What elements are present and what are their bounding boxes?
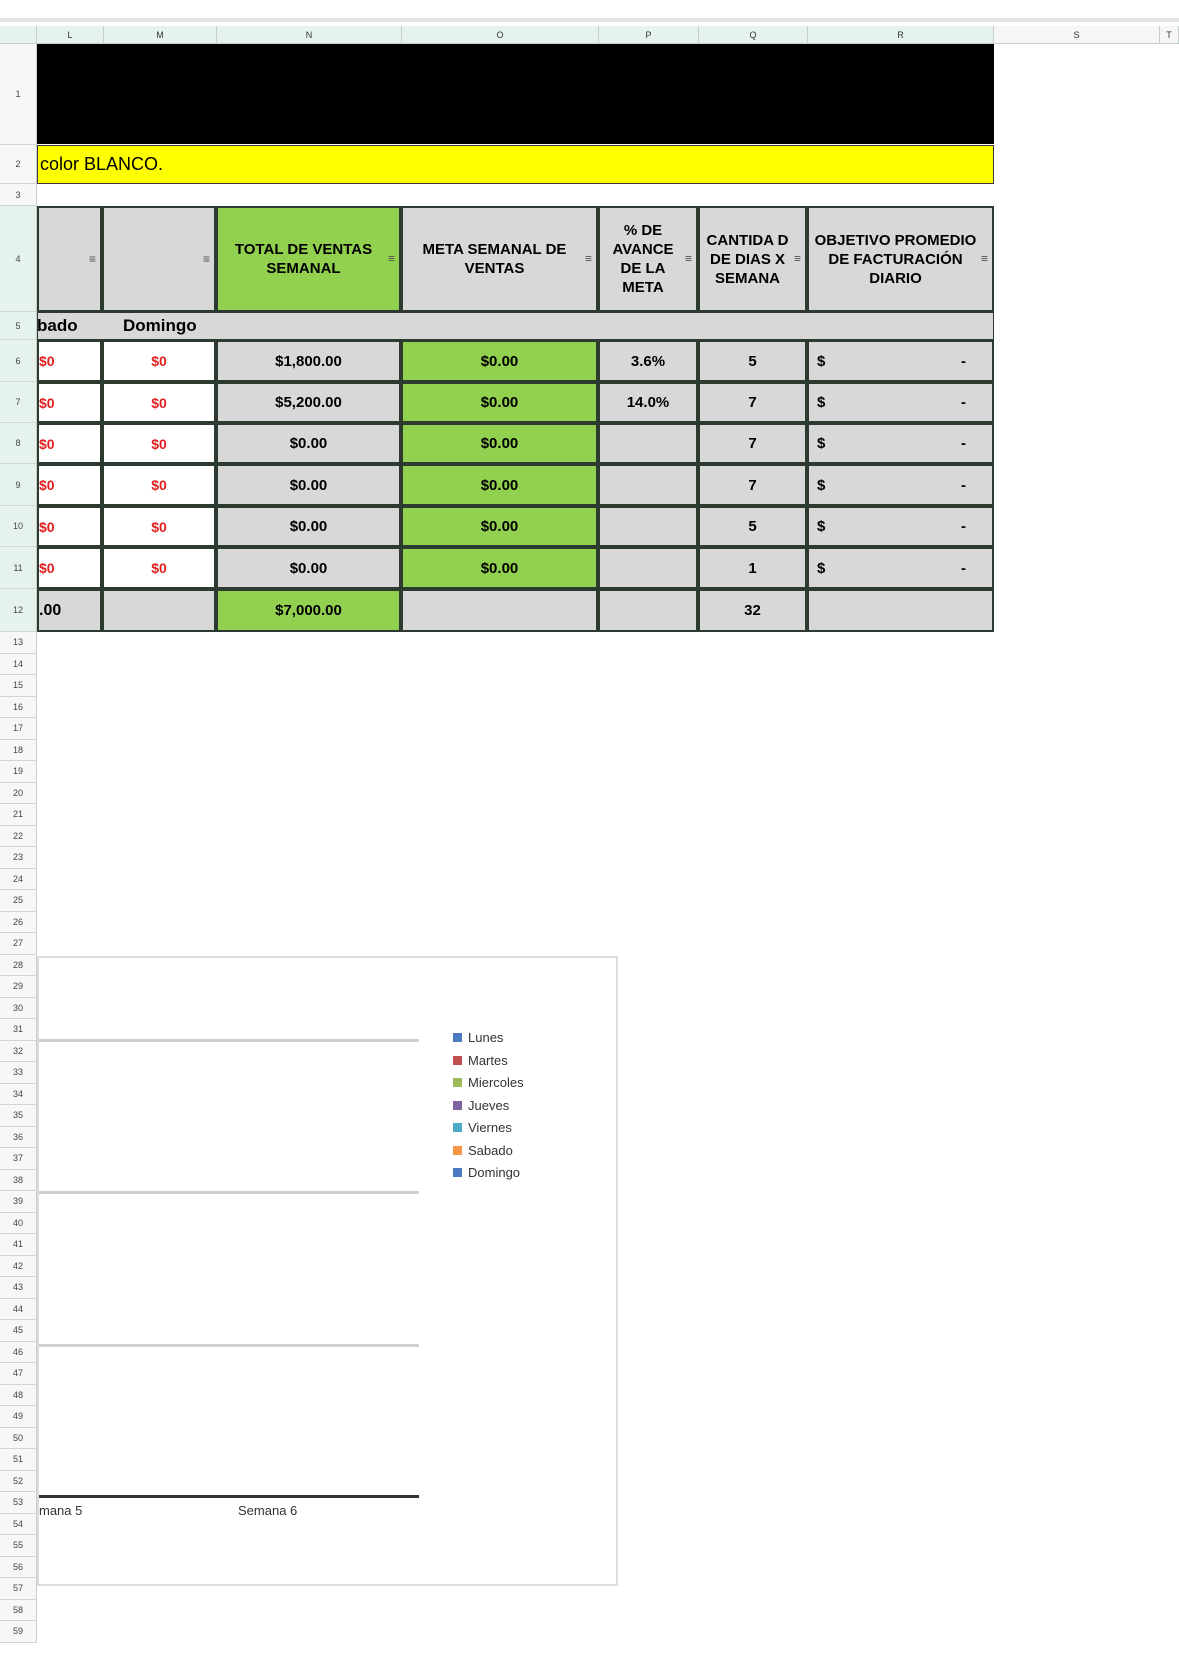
legend-label: Martes bbox=[468, 1053, 508, 1068]
row-header[interactable]: 49 bbox=[0, 1406, 37, 1428]
row-header[interactable]: 28 bbox=[0, 955, 37, 977]
filter-icon[interactable] bbox=[388, 250, 395, 269]
row-header[interactable]: 7 bbox=[0, 382, 37, 423]
row-header[interactable]: 42 bbox=[0, 1256, 37, 1278]
cell-meta-semanal[interactable]: $0.00 bbox=[401, 464, 598, 506]
row-header[interactable]: 11 bbox=[0, 547, 37, 589]
filter-icon[interactable] bbox=[685, 250, 692, 269]
cell-cantidad-dias[interactable]: 7 bbox=[698, 382, 807, 423]
cell-meta-semanal[interactable]: $0.00 bbox=[401, 506, 598, 547]
row-header[interactable]: 16 bbox=[0, 697, 37, 719]
column-header-o[interactable]: O bbox=[402, 26, 599, 44]
row-header[interactable]: 46 bbox=[0, 1342, 37, 1364]
row-header[interactable]: 36 bbox=[0, 1127, 37, 1149]
cell-domingo[interactable]: $0 bbox=[102, 547, 216, 589]
total-objetivo-cell[interactable] bbox=[807, 589, 994, 632]
currency-symbol: $ bbox=[817, 394, 826, 411]
total-ventas-sum[interactable]: $7,000.00 bbox=[216, 589, 401, 632]
column-header-t[interactable]: T bbox=[1160, 26, 1179, 44]
cell-total-ventas[interactable]: $0.00 bbox=[216, 464, 401, 506]
row-header[interactable]: 43 bbox=[0, 1277, 37, 1299]
cell-cantidad-dias[interactable]: 7 bbox=[698, 464, 807, 506]
top-gap bbox=[0, 0, 1179, 22]
banner-text: color BLANCO. bbox=[40, 154, 164, 174]
cell-objetivo[interactable] bbox=[807, 506, 994, 547]
legend-item[interactable] bbox=[453, 1098, 509, 1113]
row-header[interactable]: 15 bbox=[0, 675, 37, 697]
header-pct-avance[interactable] bbox=[598, 206, 698, 312]
currency-symbol: $ bbox=[817, 352, 826, 370]
row-header[interactable]: 22 bbox=[0, 826, 37, 848]
row-header[interactable]: 31 bbox=[0, 1019, 37, 1041]
cell-sabado[interactable]: $0 bbox=[37, 547, 102, 589]
cell-cantidad-dias[interactable]: 7 bbox=[698, 423, 807, 464]
legend-swatch-icon bbox=[453, 1101, 462, 1110]
cell-sabado[interactable]: $0 bbox=[37, 423, 102, 464]
objetivo-value: - bbox=[961, 352, 966, 370]
cell-cantidad-dias[interactable]: 1 bbox=[698, 547, 807, 589]
row-header[interactable]: 2 bbox=[0, 145, 37, 184]
cell-domingo[interactable]: $0 bbox=[102, 340, 216, 382]
column-header-p[interactable]: P bbox=[599, 26, 699, 44]
legend-label: Jueves bbox=[468, 1098, 510, 1113]
x-axis-label: Semana 6 bbox=[238, 1503, 298, 1518]
row-header[interactable]: 45 bbox=[0, 1320, 37, 1342]
cell-meta-semanal[interactable]: $0.00 bbox=[401, 423, 598, 464]
legend-item[interactable] bbox=[453, 1143, 513, 1158]
cell-domingo[interactable]: $0 bbox=[102, 464, 216, 506]
cell-sabado[interactable]: $0 bbox=[37, 464, 102, 506]
row-header[interactable]: 21 bbox=[0, 804, 37, 826]
header-cell-m[interactable] bbox=[102, 206, 216, 312]
cell-total-ventas[interactable]: $5,200.00 bbox=[216, 382, 401, 423]
objetivo-value: - bbox=[961, 559, 966, 577]
cell-objetivo[interactable] bbox=[807, 464, 994, 506]
row-header[interactable]: 29 bbox=[0, 976, 37, 998]
header-total-ventas[interactable] bbox=[216, 206, 401, 312]
cell-cantidad-dias[interactable]: 5 bbox=[698, 506, 807, 547]
cell-total-ventas[interactable]: $1,800.00 bbox=[216, 340, 401, 382]
legend-swatch-icon bbox=[453, 1056, 462, 1065]
filter-icon[interactable] bbox=[981, 250, 988, 269]
row-header[interactable]: 58 bbox=[0, 1600, 37, 1622]
row-header[interactable]: 57 bbox=[0, 1578, 37, 1600]
cell-pct-avance[interactable]: 14.0% bbox=[598, 382, 698, 423]
chart-gridline bbox=[39, 1039, 419, 1042]
total-dias-sum[interactable]: 32 bbox=[698, 589, 807, 632]
row-header[interactable]: 9 bbox=[0, 464, 37, 506]
cell-objetivo[interactable] bbox=[807, 382, 994, 423]
cell-meta-semanal[interactable]: $0.00 bbox=[401, 340, 598, 382]
row-header[interactable]: 38 bbox=[0, 1170, 37, 1192]
row-header[interactable]: 34 bbox=[0, 1084, 37, 1106]
legend-item[interactable] bbox=[453, 1030, 503, 1045]
row-header[interactable]: 54 bbox=[0, 1514, 37, 1536]
row-header[interactable]: 35 bbox=[0, 1105, 37, 1127]
row-header[interactable]: 19 bbox=[0, 761, 37, 783]
row-header[interactable]: 3 bbox=[0, 184, 37, 206]
cell-total-ventas[interactable]: $0.00 bbox=[216, 506, 401, 547]
row-header[interactable]: 26 bbox=[0, 912, 37, 934]
row-header[interactable]: 20 bbox=[0, 783, 37, 805]
row-header[interactable]: 24 bbox=[0, 869, 37, 891]
row-header[interactable]: 53 bbox=[0, 1492, 37, 1514]
header-meta-semanal[interactable] bbox=[401, 206, 598, 312]
cell-sabado[interactable]: $0 bbox=[37, 340, 102, 382]
row-header[interactable]: 18 bbox=[0, 740, 37, 762]
legend-swatch-icon bbox=[453, 1123, 462, 1132]
header-objetivo-label: OBJETIVO PROMEDIO DE FACTURACIÓN DIARIO bbox=[814, 231, 977, 287]
row-header[interactable]: 10 bbox=[0, 506, 37, 547]
cell-domingo[interactable]: $0 bbox=[102, 382, 216, 423]
row-header[interactable]: 23 bbox=[0, 847, 37, 869]
row-header[interactable]: 48 bbox=[0, 1385, 37, 1407]
legend-item[interactable] bbox=[453, 1053, 508, 1068]
row-header[interactable]: 39 bbox=[0, 1191, 37, 1213]
row-header[interactable]: 4 bbox=[0, 206, 37, 312]
row-header[interactable]: 6 bbox=[0, 340, 37, 382]
row-header[interactable]: 5 bbox=[0, 312, 37, 340]
column-header-n[interactable]: N bbox=[217, 26, 402, 44]
column-header-q[interactable]: Q bbox=[699, 26, 808, 44]
row-header[interactable]: 32 bbox=[0, 1041, 37, 1063]
legend-item[interactable] bbox=[453, 1075, 524, 1090]
row-header[interactable]: 1 bbox=[0, 44, 37, 145]
header-cantidad-dias[interactable] bbox=[698, 206, 807, 312]
column-header-m[interactable]: M bbox=[104, 26, 217, 44]
legend-label: Viernes bbox=[468, 1120, 512, 1135]
cell-total-ventas[interactable]: $0.00 bbox=[216, 423, 401, 464]
row-header[interactable]: 59 bbox=[0, 1621, 37, 1643]
row-header[interactable]: 52 bbox=[0, 1471, 37, 1493]
header-cantidad-dias-label: CANTIDA D DE DIAS X SEMANA bbox=[706, 231, 789, 287]
header-objetivo[interactable] bbox=[807, 206, 994, 312]
filter-icon[interactable] bbox=[89, 252, 96, 266]
legend-item[interactable] bbox=[453, 1165, 520, 1180]
cell-pct-avance[interactable] bbox=[598, 506, 698, 547]
header-pct-avance-label: % DE AVANCE DE LA META bbox=[612, 222, 674, 296]
cell-total-ventas[interactable]: $0.00 bbox=[216, 547, 401, 589]
row-header[interactable]: 51 bbox=[0, 1449, 37, 1471]
chart-gridline bbox=[39, 1191, 419, 1194]
row-header[interactable]: 55 bbox=[0, 1535, 37, 1557]
objetivo-value: - bbox=[961, 518, 966, 535]
cell-cantidad-dias[interactable]: 5 bbox=[698, 340, 807, 382]
embedded-chart[interactable] bbox=[37, 956, 618, 1586]
total-cell-sabado[interactable]: .00 bbox=[37, 589, 102, 632]
row-header[interactable]: 37 bbox=[0, 1148, 37, 1170]
legend-swatch-icon bbox=[453, 1078, 462, 1087]
chart-x-axis bbox=[39, 1495, 419, 1498]
row-header[interactable]: 47 bbox=[0, 1363, 37, 1385]
legend-label: Miercoles bbox=[468, 1075, 524, 1090]
legend-swatch-icon bbox=[453, 1146, 462, 1155]
total-pct-cell[interactable] bbox=[598, 589, 698, 632]
chart-gridline bbox=[39, 1344, 419, 1347]
row-header[interactable]: 17 bbox=[0, 718, 37, 740]
row-header[interactable]: 14 bbox=[0, 654, 37, 676]
cell-meta-semanal[interactable]: $0.00 bbox=[401, 382, 598, 423]
filter-icon[interactable] bbox=[794, 250, 801, 269]
yellow-note-banner bbox=[37, 145, 994, 184]
total-cell-domingo[interactable] bbox=[102, 589, 216, 632]
row-header[interactable]: 44 bbox=[0, 1299, 37, 1321]
legend-label: Domingo bbox=[468, 1165, 521, 1180]
select-all-corner[interactable] bbox=[0, 26, 37, 44]
cell-objetivo[interactable] bbox=[807, 340, 994, 382]
currency-symbol: $ bbox=[817, 518, 826, 535]
legend-swatch-icon bbox=[453, 1168, 462, 1177]
cell-sabado[interactable]: $0 bbox=[37, 382, 102, 423]
cell-pct-avance[interactable] bbox=[598, 423, 698, 464]
row-header[interactable]: 12 bbox=[0, 589, 37, 632]
cell-pct-avance[interactable]: 3.6% bbox=[598, 340, 698, 382]
cell-objetivo[interactable] bbox=[807, 423, 994, 464]
cell-pct-avance[interactable] bbox=[598, 464, 698, 506]
legend-label: Lunes bbox=[468, 1030, 504, 1045]
objetivo-value: - bbox=[961, 435, 966, 452]
row-header[interactable]: 13 bbox=[0, 632, 37, 654]
column-header-r[interactable]: R bbox=[808, 26, 994, 44]
header-total-ventas-label: TOTAL DE VENTAS SEMANAL bbox=[234, 241, 373, 277]
currency-symbol: $ bbox=[817, 559, 826, 577]
filter-icon[interactable] bbox=[203, 252, 210, 266]
currency-symbol: $ bbox=[817, 435, 826, 452]
row-header[interactable]: 50 bbox=[0, 1428, 37, 1450]
legend-label: Sabado bbox=[468, 1143, 513, 1158]
header-cell-l[interactable] bbox=[37, 206, 102, 312]
column-header-l[interactable]: L bbox=[37, 26, 104, 44]
objetivo-value: - bbox=[961, 476, 966, 494]
subheader-domingo[interactable]: Domingo bbox=[123, 316, 197, 335]
cell-domingo[interactable]: $0 bbox=[102, 506, 216, 547]
filter-icon[interactable] bbox=[585, 250, 592, 269]
row-header[interactable]: 41 bbox=[0, 1234, 37, 1256]
cell-domingo[interactable]: $0 bbox=[102, 423, 216, 464]
row-header[interactable]: 25 bbox=[0, 890, 37, 912]
black-header-band bbox=[37, 44, 994, 144]
row-header[interactable]: 30 bbox=[0, 998, 37, 1020]
row-header[interactable]: 27 bbox=[0, 933, 37, 955]
row-header[interactable]: 56 bbox=[0, 1557, 37, 1579]
cell-sabado[interactable]: $0 bbox=[37, 506, 102, 547]
total-meta-cell[interactable] bbox=[401, 589, 598, 632]
row-header[interactable]: 40 bbox=[0, 1213, 37, 1235]
currency-symbol: $ bbox=[817, 476, 826, 494]
row-header[interactable]: 33 bbox=[0, 1062, 37, 1084]
x-axis-label: mana 5 bbox=[39, 1503, 83, 1518]
header-meta-semanal-label: META SEMANAL DE VENTAS bbox=[422, 241, 567, 277]
column-header-s[interactable]: S bbox=[994, 26, 1160, 44]
objetivo-value: - bbox=[961, 394, 966, 411]
subheader-sabado[interactable]: bado bbox=[37, 316, 78, 335]
legend-item[interactable] bbox=[453, 1120, 512, 1135]
cell-pct-avance[interactable] bbox=[598, 547, 698, 589]
cell-meta-semanal[interactable]: $0.00 bbox=[401, 547, 598, 589]
legend-swatch-icon bbox=[453, 1033, 462, 1042]
cell-objetivo[interactable] bbox=[807, 547, 994, 589]
row-header[interactable]: 8 bbox=[0, 423, 37, 464]
